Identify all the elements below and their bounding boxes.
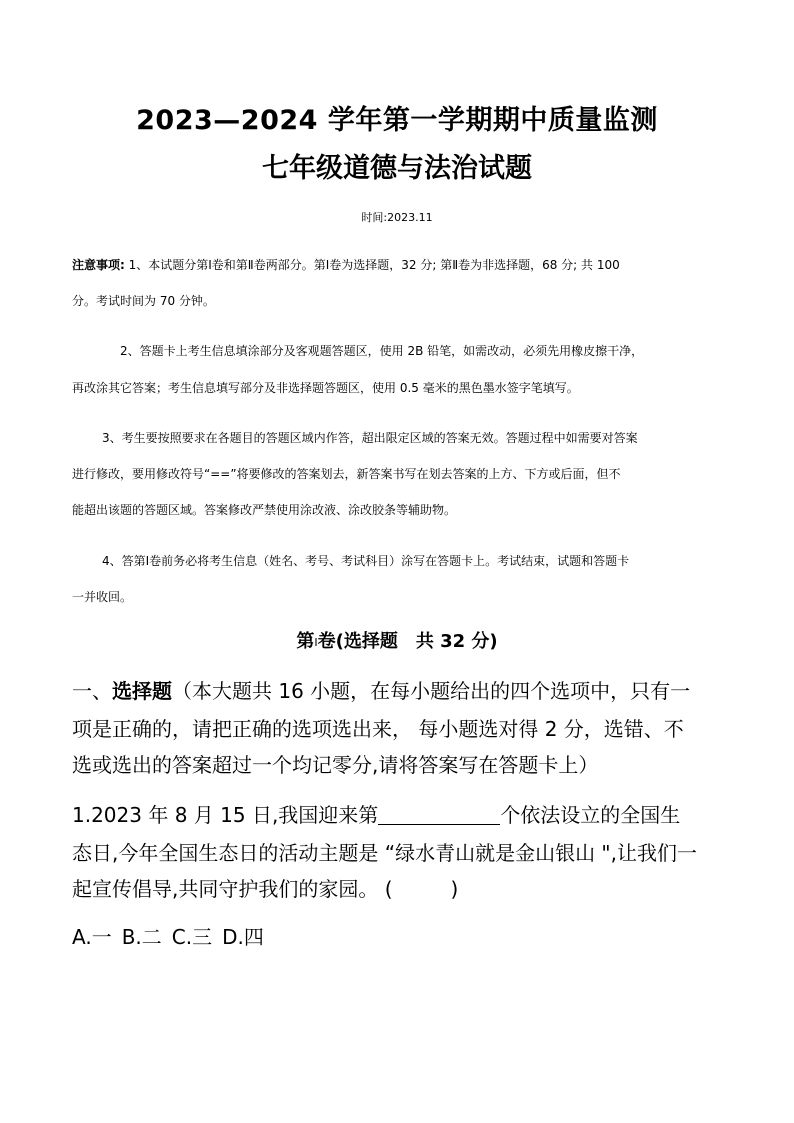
question1-line2: 态日,今年全国生态日的活动主题是 “绿水青山就是金山银山 ",让我们一 (72, 841, 697, 865)
notes-para2-line2: 再改涂其它答案；考生信息填写部分及非选择题答题区，使用 0.5 毫米的黑色墨水签字笔填写。 (72, 381, 579, 395)
notes-label: 注意事项: (72, 258, 125, 272)
question1-line1: 1.2023 年 8 月 15 日,我国迎来第 个依法设立的全国生 (72, 803, 681, 827)
part-label: 选择题 (112, 679, 172, 703)
question1-line3: 起宣传倡导,共同守护我们的家园。 ( ) (72, 877, 459, 901)
notes-para2-line1: 2、答题卡上考生信息填涂部分及客观题答题区，使用 2B 铅笔，如需改动，必须先用橡皮擦干净， (120, 344, 644, 358)
notes-para1-line2: 分。考试时间为 70 分钟。 (72, 294, 215, 308)
option-b: B.二 (121, 925, 162, 949)
notes-para4-line2: 一并收回。 (72, 590, 133, 604)
notes-para1-line1: 注意事项: 1、本试题分第Ⅰ卷和第Ⅱ卷两部分。第Ⅰ卷为选择题，32 分; 第Ⅱ卷为非选择题，68 分; 共 100 (72, 258, 620, 272)
notes-para3-line1: 3、考生要按照要求在各题目的答题区域内作答，超出限定区域的答案无效。答题过程中如需要对答案 (102, 431, 638, 445)
notes-para4-line1: 4、答第Ⅰ卷前务必将考生信息（姓名、考号、考试科目）涂写在答题卡上。考试结束，试题和答题卡 (102, 554, 630, 568)
exam-title-line1: 2023—2024 学年第一学期期中质量监测 (136, 105, 658, 136)
option-a: A.一 (72, 925, 112, 949)
notes-para3-line3: 能超出该题的答题区域。答案修改严禁使用涂改液、涂改胶条等辅助物。 (72, 503, 457, 517)
option-d: D.四 (222, 925, 264, 949)
part-instructions-line1: 一、选择题（本大题共 16 小题，在每小题给出的四个选项中，只有一 (72, 679, 691, 703)
part-instructions-line2: 项是正确的，请把正确的选项选出来， 每小题选对得 2 分，选错、不 (72, 717, 684, 741)
option-c: C.三 (171, 925, 213, 949)
notes-para3-line2: 进行修改，要用修改符号“==”将要修改的答案划去，新答案书写在划去答案的上方、下方或后面，但不 (72, 467, 621, 481)
section-heading: 第Ⅰ卷(选择题 共 32 分) (296, 631, 498, 652)
exam-time: 时间:2023.11 (361, 211, 433, 224)
question1-options (72, 918, 742, 956)
answer-blank (378, 802, 500, 825)
part-instructions-line3: 选或选出的答案超过一个均记零分,请将答案写在答题卡上） (72, 753, 599, 777)
exam-title-line2: 七年级道德与法治试题 (262, 153, 532, 184)
